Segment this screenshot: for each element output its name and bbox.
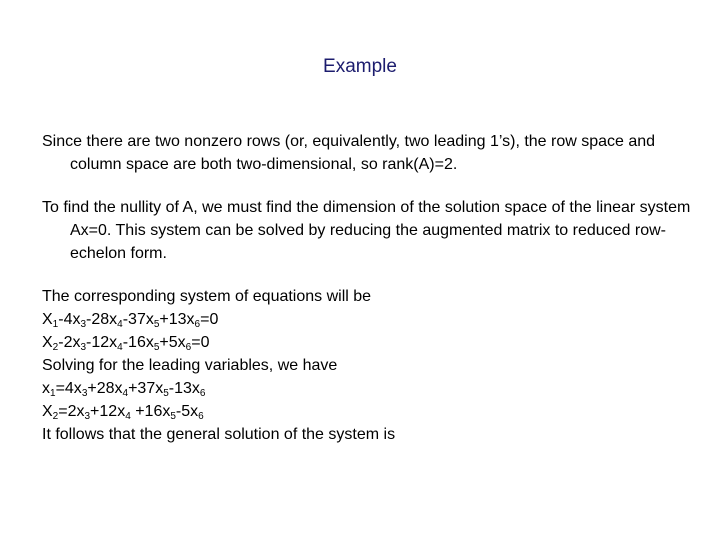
subscript: 3: [80, 319, 87, 330]
solving-intro: Solving for the leading variables, we have: [42, 357, 338, 374]
solution-2: $X_2=2x_3+12x_4 +16x_5-5x_6$: [42, 403, 204, 422]
equation-1: $X_1-4x_3-28x_4-37x_5+13x_6=0$: [42, 311, 219, 330]
subscript: 6: [194, 319, 201, 330]
conclusion: It follows that the general solution of the system is: [42, 426, 396, 443]
system-intro: The corresponding system of equations will be: [42, 288, 372, 305]
subscript: 2: [52, 411, 59, 422]
subscript: 5: [163, 388, 169, 399]
subscript: 1: [50, 388, 56, 399]
slide-body: [42, 130, 692, 446]
subscript: 6: [198, 411, 204, 422]
rank-paragraph: Since there are two nonzero rows (or, equivalently, two leading 1’s), the row space and column space are both two-dimensional, so rank(A)=2.: [42, 133, 656, 173]
subscript: 5: [153, 342, 160, 353]
subscript: 4: [122, 388, 129, 399]
slide-title: Example: [323, 56, 397, 77]
subscript: 4: [125, 411, 131, 422]
nullity-paragraph: To find the nullity of A, we must find the dimension of the solution space of the linear system Ax=0. This system can be solved by reducing the augmented matrix to reduced row-echelon form.: [42, 199, 691, 262]
subscript: 3: [80, 342, 87, 353]
subscript: 3: [81, 388, 88, 399]
subscript: 6: [199, 388, 206, 399]
subscript: 6: [185, 342, 192, 353]
subscript: 5: [170, 411, 176, 422]
solution-1: $x_1=4x_3+28x_4+37x_5-13x_6$: [42, 380, 206, 399]
subscript: 5: [153, 319, 160, 330]
subscript: 4: [117, 319, 123, 330]
equation-2: $X_2-2x_3-12x_4-16x_5+5x_6=0$: [42, 334, 210, 353]
subscript: 2: [52, 342, 59, 353]
subscript: 4: [117, 342, 123, 353]
subscript: 3: [84, 411, 91, 422]
subscript: 1: [52, 319, 59, 330]
